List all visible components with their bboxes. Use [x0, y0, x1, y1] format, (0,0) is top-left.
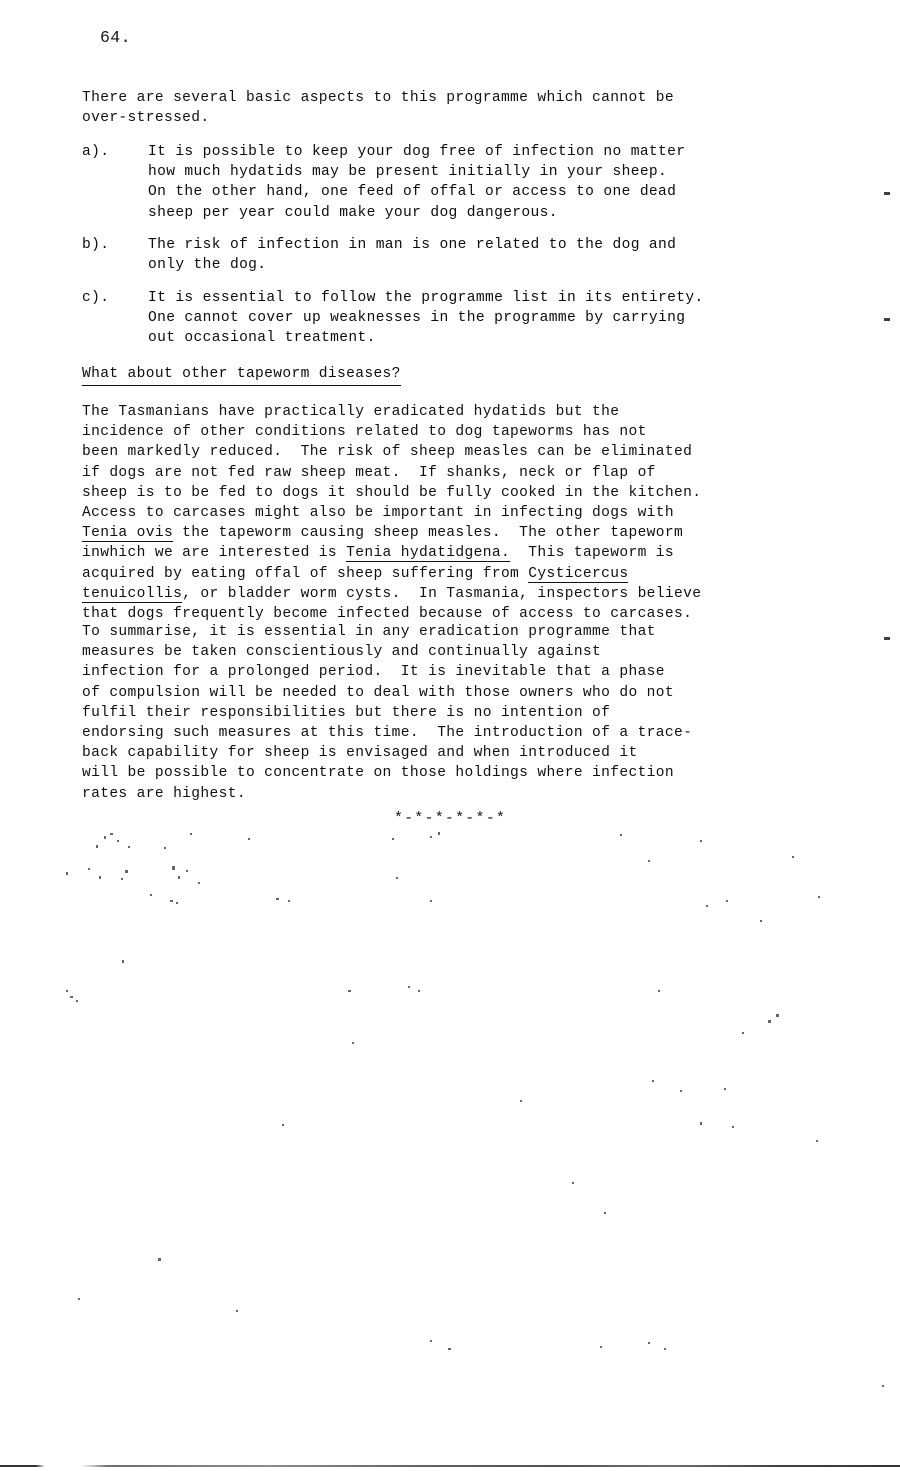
scan-speckle	[78, 1298, 80, 1300]
scan-speckle	[198, 882, 200, 884]
tapeworm-paragraph	[82, 402, 701, 624]
scan-speckle	[448, 1348, 451, 1350]
scan-speckle	[88, 868, 90, 870]
scan-speckle	[742, 1032, 744, 1034]
paragraph-line: the tapeworm causing sheep measles. The other tapeworm	[173, 525, 684, 542]
scan-speckle	[700, 1122, 702, 1125]
paragraph-line: , or bladder worm cysts. In Tasmania, inspectors believe	[182, 585, 702, 602]
paragraph-line: inwhich we are interested is	[82, 545, 347, 562]
scan-speckle	[760, 920, 762, 922]
scan-speckle	[620, 834, 622, 836]
scan-speckle	[648, 1342, 650, 1344]
scan-speckle	[430, 900, 432, 902]
scan-speckle	[125, 870, 128, 873]
section-heading: What about other tapeworm diseases?	[82, 364, 401, 386]
scan-speckle	[724, 1088, 726, 1090]
scan-speckle	[190, 833, 192, 835]
scan-speckle	[121, 878, 123, 880]
scan-speckle	[288, 900, 290, 902]
scan-speckle	[818, 896, 820, 898]
list-marker-c: c).	[82, 290, 110, 306]
paragraph-line: sheep is to be fed to dogs it should be fully cooked in the kitchen.	[82, 484, 702, 501]
scan-speckle	[110, 833, 113, 835]
scan-speckle	[122, 960, 124, 963]
scan-speckle	[700, 840, 702, 842]
scan-speckle	[186, 870, 188, 872]
margin-mark	[884, 192, 890, 195]
scan-speckle	[726, 900, 728, 902]
scan-edge-artifact	[0, 1465, 900, 1467]
paragraph-line: if dogs are not fed raw sheep meat. If shanks, neck or flap of	[82, 464, 656, 481]
scan-speckle	[816, 1140, 818, 1142]
scan-speckle	[664, 1348, 666, 1350]
paragraph-line: been markedly reduced. The risk of sheep measles can be eliminated	[82, 444, 693, 461]
list-body-c: It is essential to follow the programme list in its entirety. One cannot cover up weaknesses in the programme by carrying out occasional treatment.	[148, 290, 704, 347]
scan-speckle	[882, 1385, 884, 1387]
margin-mark	[884, 318, 890, 321]
summary-paragraph: To summarise, it is essential in any eradication programme that measures be taken conscientiously and continually against infection for a prolonged period. It is inevitable that a phase of compulsion will be needed to deal with those owners who do not fulfil their responsibilities but there is no intention of endorsing such measures at this time. The introduction of a trace- back capability for sheep is envisaged and when introduced it will be possible to concentrate on those holdings where infection rates are highest.	[82, 624, 693, 802]
paragraph-line: acquired by eating offal of sheep suffering from	[82, 565, 529, 582]
scan-speckle	[128, 846, 130, 848]
list-body-a: It is possible to keep your dog free of infection no matter how much hydatids may be present initially in your sheep. On the other hand, one feed of offal or access to one dead sheep per year could make your dog dangerous.	[148, 144, 686, 221]
scan-speckle	[96, 845, 98, 848]
scan-speckle	[604, 1212, 606, 1214]
species-name-tenia-ovis: Tenia ovis	[82, 525, 174, 542]
list-marker-a: a).	[82, 144, 110, 160]
asterisk-divider: *-*-*-*-*-*	[393, 810, 507, 827]
paragraph-line: Access to carcases might also be important in infecting dogs with	[82, 505, 674, 522]
scan-speckle	[66, 872, 68, 875]
scan-speckle	[248, 838, 250, 840]
scan-speckle	[792, 856, 794, 858]
scan-speckle	[172, 866, 175, 870]
scan-speckle	[178, 876, 180, 879]
scan-speckle	[520, 1100, 522, 1102]
scan-speckle	[600, 1346, 602, 1348]
scan-speckle	[418, 990, 420, 992]
intro-paragraph: There are several basic aspects to this programme which cannot be over-stressed.	[82, 90, 674, 127]
scan-speckle	[282, 1124, 284, 1126]
list-marker-b: b).	[82, 237, 110, 253]
scan-speckle	[70, 996, 73, 998]
paragraph-line: The Tasmanians have practically eradicated hydatids but the	[82, 404, 620, 420]
scan-speckle	[438, 832, 440, 835]
scan-speckle	[117, 840, 119, 842]
scan-speckle	[236, 1310, 238, 1312]
scan-speckle	[76, 1000, 78, 1002]
scan-speckle	[99, 876, 101, 879]
scan-speckle	[572, 1182, 574, 1184]
page-number: 64.	[100, 28, 131, 47]
species-name-tenuicollis: tenuicollis	[82, 585, 183, 602]
scan-speckle	[648, 860, 650, 862]
scan-speckle	[776, 1014, 779, 1017]
scan-speckle	[352, 1042, 354, 1044]
species-name-cysticercus: Cysticercus	[528, 565, 629, 582]
margin-mark	[884, 637, 890, 640]
scan-speckle	[658, 990, 660, 992]
scan-speckle	[104, 836, 106, 839]
scan-speckle	[396, 877, 398, 879]
scan-speckle	[158, 1258, 161, 1261]
scan-speckle	[768, 1020, 771, 1023]
scan-speckle	[164, 847, 166, 849]
scan-speckle	[176, 902, 178, 904]
paragraph-line: incidence of other conditions related to dog tapeworms has not	[82, 424, 647, 441]
scan-speckle	[408, 986, 410, 988]
scan-speckle	[348, 990, 351, 992]
scan-speckle	[170, 900, 173, 902]
scan-speckle	[680, 1090, 682, 1092]
scan-speckle	[430, 1340, 432, 1342]
paragraph-line: This tapeworm is	[510, 545, 675, 562]
list-body-b: The risk of infection in man is one related to the dog and only the dog.	[148, 237, 677, 274]
scan-speckle	[66, 990, 68, 992]
scan-speckle	[430, 836, 432, 838]
scan-speckle	[706, 905, 708, 907]
paragraph-line: that dogs frequently become infected because of access to carcases.	[82, 606, 693, 623]
scan-speckle	[652, 1080, 654, 1082]
scan-speckle	[732, 1126, 734, 1128]
scan-speckle	[276, 898, 279, 900]
scan-speckle	[392, 838, 394, 840]
species-name-tenia-hydatidgena: Tenia hydatidgena.	[346, 545, 511, 562]
scan-speckle	[150, 894, 152, 896]
